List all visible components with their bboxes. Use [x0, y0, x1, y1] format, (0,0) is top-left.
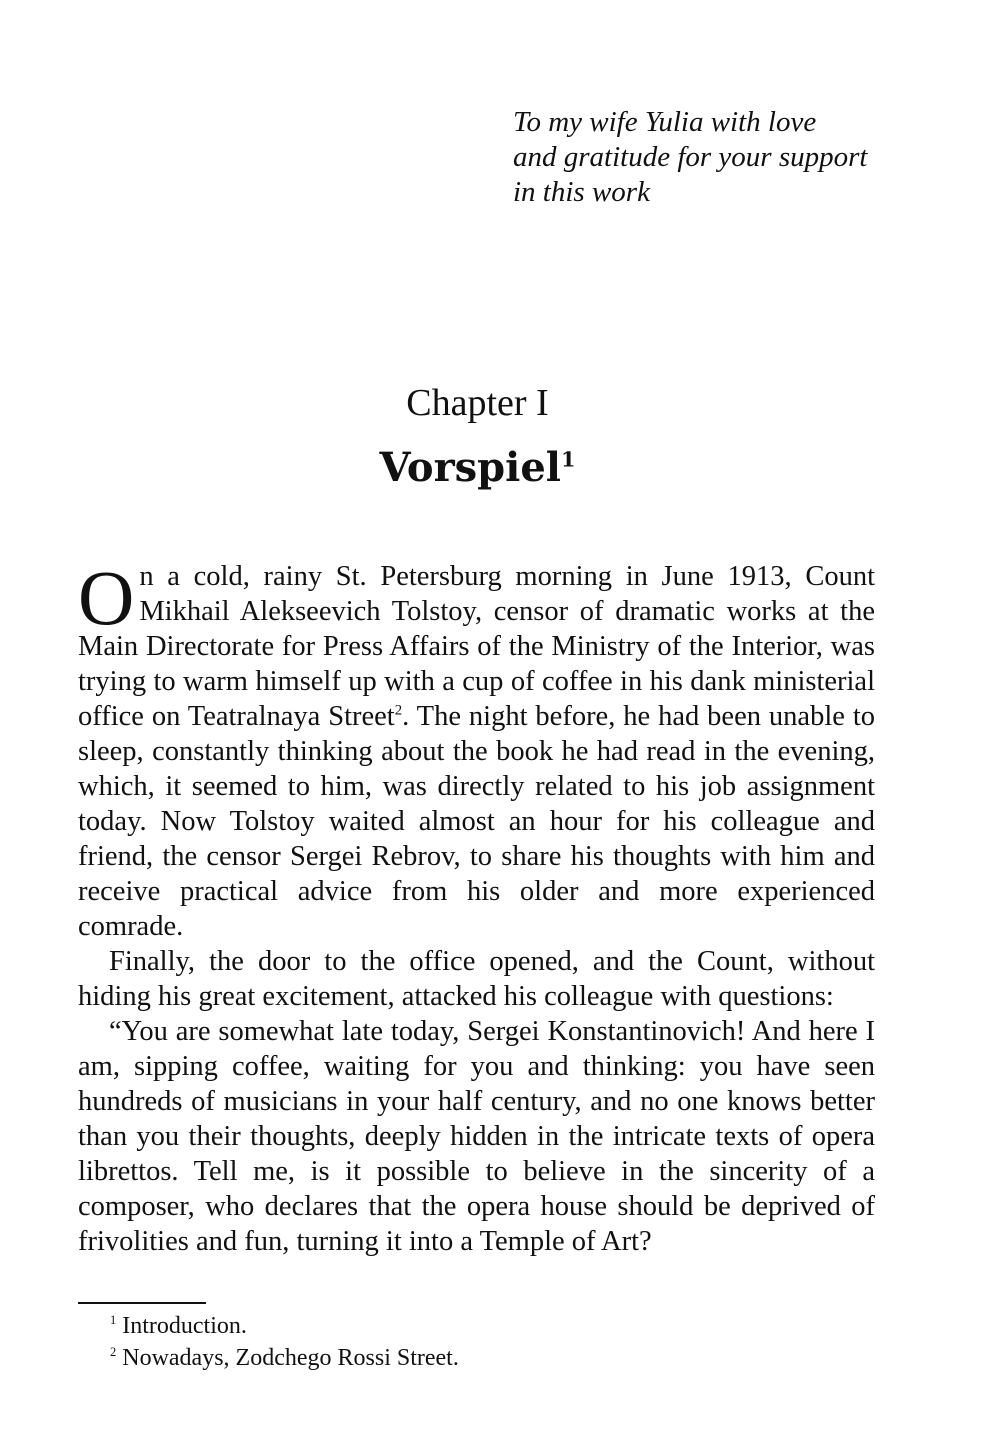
footnote-text: Introduction.: [122, 1313, 247, 1339]
footnote-number: 2: [110, 1345, 117, 1359]
dedication-line: To my wife Yulia with love: [513, 106, 817, 138]
footnote-marker: 1: [560, 446, 576, 472]
footnotes: [110, 1310, 870, 1374]
paragraph-text: . The night before, he had been unable to sleep, constantly thinking about the book he had read in the evening, which, it seemed to him, was directly related to his job assignment today. Now Tolstoy waited almost an hour for his colleague and friend, the censor Sergei Rebrov, to share his thoughts with him and receive practical advice from his older and more experienced comrade.: [78, 701, 875, 942]
paragraph: “You are somewhat late today, Sergei Konstantinovich! And here I am, sipping coffee, waiting for you and thinking: you have seen hundreds of musicians in your half century, and no one knows better than you their thoughts, deeply hidden in the intricate texts of opera librettos. Tell me, is it possible to believe in the sincerity of a composer, who declares that the opera house should be deprived of frivolities and fun, turning it into a Temple of Art?: [78, 1016, 875, 1257]
dedication: [513, 105, 893, 210]
paragraph: Finally, the door to the office opened, and the Count, without hiding his great excitement, attacked his colleague with questions:: [78, 946, 875, 1012]
drop-cap: O: [78, 554, 135, 641]
dedication-line: and gratitude for your support: [513, 141, 868, 173]
paragraph: [78, 554, 875, 944]
footnote-marker: 2: [394, 702, 403, 719]
chapter-title-text: Vorspiel: [379, 444, 561, 491]
paragraph-text: n a cold, rainy St. Petersburg morning in June 1913, Count Mikhail Alekseevich Tolstoy, censor of dramatic works at the Main Directorate for Press Affairs of the Ministry of the Interior, was trying to warm himself up with a cup of coffee in his dank ministerial office on Teatralnaya Street: [78, 561, 875, 732]
dedication-line: in this work: [513, 176, 650, 208]
footnote: [110, 1342, 870, 1374]
footnote-text: Nowadays, Zodchego Rossi Street.: [122, 1345, 459, 1371]
footnote-number: 1: [110, 1313, 117, 1327]
footnote-rule: [78, 1302, 206, 1304]
footnote: [110, 1310, 870, 1342]
chapter-title: [0, 442, 955, 494]
chapter-body: [78, 554, 875, 1259]
chapter-label: Chapter I: [406, 382, 549, 424]
